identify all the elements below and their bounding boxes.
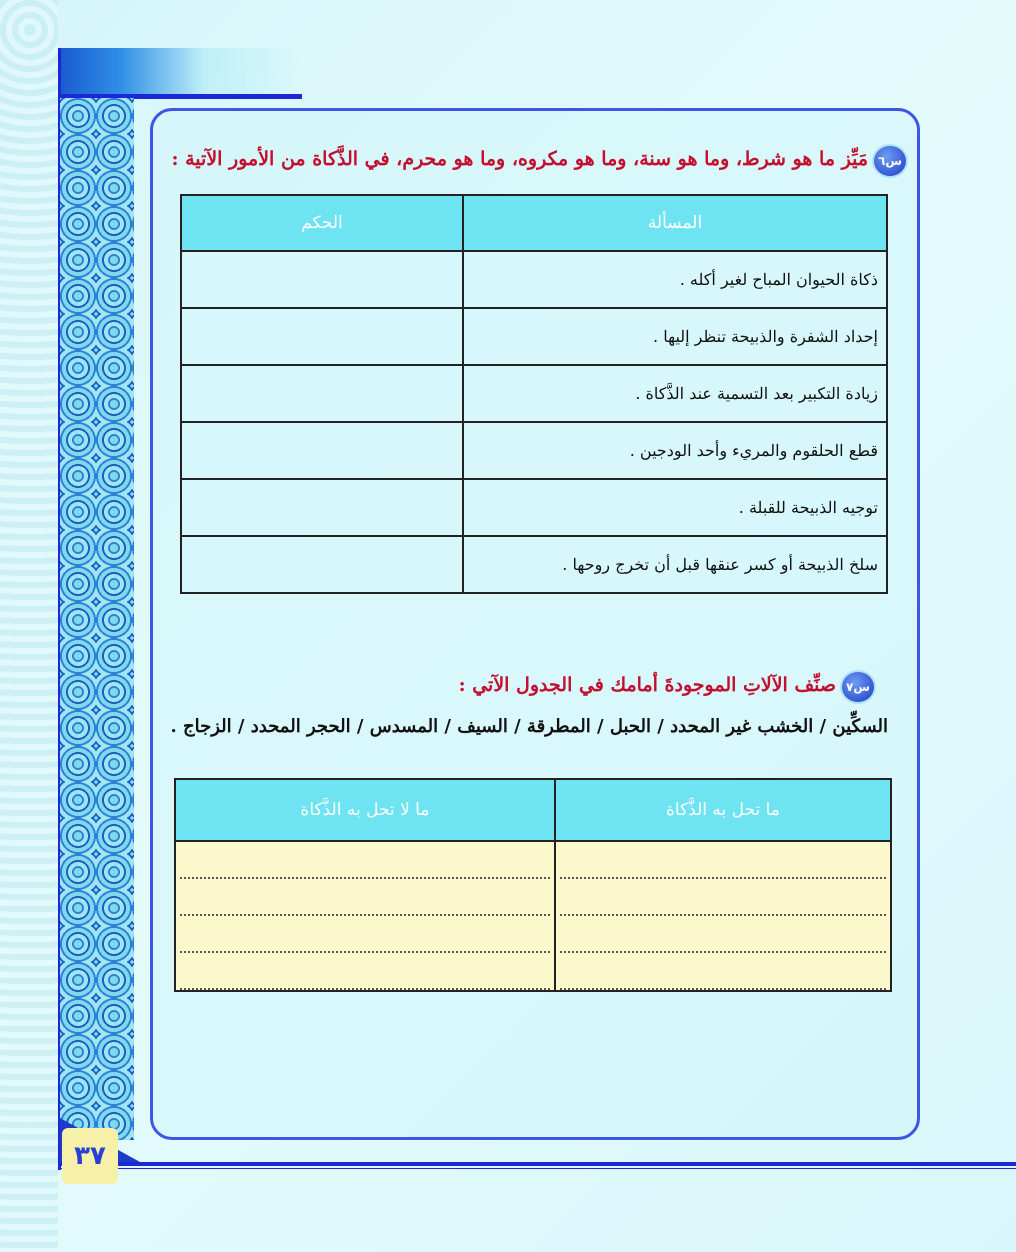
ruling-answer-cell[interactable]	[181, 365, 463, 422]
answer-line[interactable]	[560, 842, 886, 879]
issue-cell: إحداد الشفرة والذبيحة تنظر إليها .	[463, 308, 887, 365]
issue-cell: قطع الحلقوم والمريء وأحد الودجين .	[463, 422, 887, 479]
bottom-rule	[60, 1162, 1016, 1166]
ruling-answer-cell[interactable]	[181, 536, 463, 593]
table-row	[181, 365, 887, 422]
question-7-badge: س٧	[840, 670, 876, 704]
answer-line[interactable]	[180, 953, 550, 990]
issue-cell: زيادة التكبير بعد التسمية عند الذَّكاة .	[463, 365, 887, 422]
table-row	[181, 536, 887, 593]
table-row	[175, 841, 891, 991]
answer-line[interactable]	[180, 879, 550, 916]
column-header-permitted: ما تحل به الذَّكاة	[555, 779, 891, 841]
column-header-not-permitted: ما لا تحل به الذَّكاة	[175, 779, 555, 841]
answer-line[interactable]	[560, 916, 886, 953]
question-6-prompt: مَيِّز ما هو شرط، وما هو سنة، وما هو مكروه، وما هو محرم، في الذَّكاة من الأمور الآتية :	[171, 148, 868, 170]
bottom-rule-thin	[60, 1168, 1016, 1169]
ruling-answer-cell[interactable]	[181, 422, 463, 479]
issue-cell: توجيه الذبيحة للقبلة .	[463, 479, 887, 536]
ruling-answer-cell[interactable]	[181, 308, 463, 365]
outer-decorative-margin	[0, 0, 58, 1252]
answer-line[interactable]	[560, 953, 886, 990]
answer-line[interactable]	[560, 879, 886, 916]
question-6-badge: س٦	[872, 144, 908, 178]
not-permitted-answer-cell[interactable]	[175, 841, 555, 991]
side-ornament-strip	[60, 98, 134, 1140]
table-row	[181, 422, 887, 479]
top-corner-ornament	[60, 48, 300, 94]
issue-cell: سلخ الذبيحة أو كسر عنقها قبل أن تخرج روحها .	[463, 536, 887, 593]
ruling-answer-cell[interactable]	[181, 479, 463, 536]
permitted-answer-cell[interactable]	[555, 841, 891, 991]
classification-table	[174, 778, 892, 992]
table-row	[181, 479, 887, 536]
table-row	[181, 308, 887, 365]
answer-line[interactable]	[180, 842, 550, 879]
question-7-prompt: صنِّف الآلاتِ الموجودةَ أمامك في الجدول الآتي :	[458, 674, 836, 696]
tools-list: السكِّين / الخشب غير المحدد / الحبل / المطرقة / السيف / المسدس / الحجر المحدد / الزجاج .	[170, 716, 888, 737]
page-number: ٣٧	[62, 1128, 118, 1184]
column-header-ruling: الحكم	[181, 195, 463, 251]
column-header-issue: المسألة	[463, 195, 887, 251]
answer-line[interactable]	[180, 916, 550, 953]
issue-cell: ذكاة الحيوان المباح لغير أكله .	[463, 251, 887, 308]
rulings-table	[180, 194, 888, 594]
ruling-answer-cell[interactable]	[181, 251, 463, 308]
table-row	[181, 251, 887, 308]
